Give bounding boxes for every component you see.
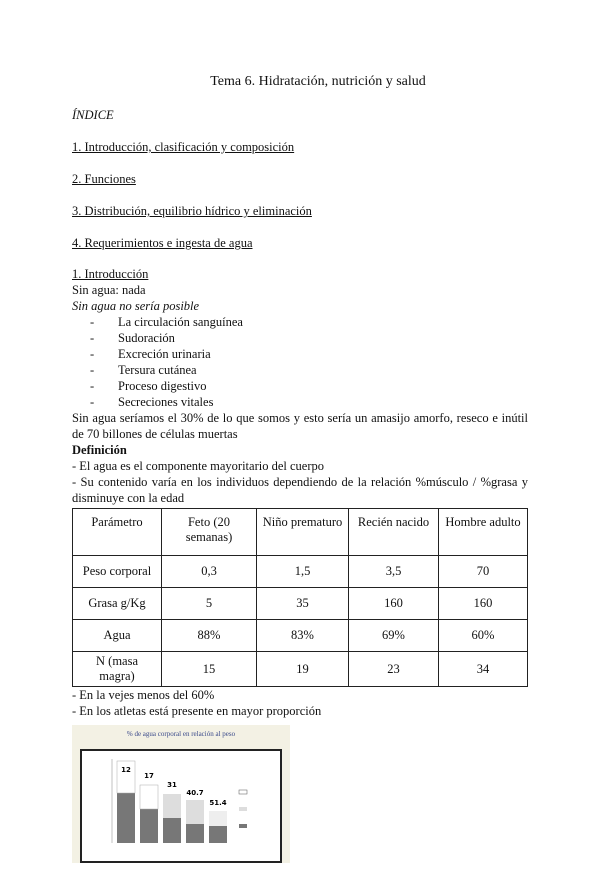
column-header: Recién nacido — [349, 509, 439, 556]
table-row — [73, 620, 528, 652]
table-row — [73, 588, 528, 620]
cell: 5 — [162, 588, 257, 620]
list-item: - La circulación sanguínea — [72, 314, 528, 330]
bullet-list — [72, 314, 528, 410]
cell: 1,5 — [257, 556, 349, 588]
section-heading: 1. Introducción — [72, 267, 149, 281]
definition-heading: Definición — [72, 443, 127, 457]
bar-segment — [186, 824, 204, 843]
bar-segment — [209, 826, 227, 843]
column-header: Hombre adulto — [439, 509, 528, 556]
paragraph: Sin agua seríamos el 30% de lo que somos y esto sería un amasijo amorfo, reseco e inútil de 70 billones de células muertas — [72, 411, 528, 441]
table-header-row — [73, 509, 528, 556]
notes — [72, 687, 528, 719]
bar-label: 40.7 — [186, 789, 204, 797]
index-heading: ÍNDICE — [72, 108, 114, 122]
cell: 88% — [162, 620, 257, 652]
list-item: - Excreción urinaria — [72, 346, 528, 362]
definition-point: - El agua es el componente mayoritario del cuerpo — [72, 459, 324, 473]
note-line: - En los atletas está presente en mayor proporción — [72, 704, 322, 718]
list-item: - Tersura cutánea — [72, 362, 528, 378]
italic-line: Sin agua no sería posible — [72, 299, 200, 313]
table-row — [73, 652, 528, 687]
figure-caption: % de agua corporal en relación al peso — [126, 730, 236, 738]
bar-label: 17 — [144, 772, 154, 780]
bar-segment — [140, 809, 158, 843]
cell: 19 — [257, 652, 349, 687]
cell: 160 — [349, 588, 439, 620]
bar-segment — [163, 818, 181, 843]
bar-label: 12 — [121, 766, 131, 774]
figure-image — [72, 739, 290, 863]
cell: 69% — [349, 620, 439, 652]
legend-swatch — [239, 807, 247, 811]
cell: Agua — [73, 620, 162, 652]
index-item-2[interactable]: 2. Funciones — [72, 172, 136, 186]
note-line: - En la vejes menos del 60% — [72, 688, 215, 702]
column-header: Parámetro — [73, 509, 162, 556]
list-item: - Sudoración — [72, 330, 528, 346]
cell: 83% — [257, 620, 349, 652]
data-table — [72, 508, 528, 687]
column-header: Feto (20 semanas) — [162, 509, 257, 556]
column-header: Niño prematuro — [257, 509, 349, 556]
legend-swatch — [239, 790, 247, 794]
cell: 70 — [439, 556, 528, 588]
body-water-figure — [72, 725, 290, 863]
cell: 3,5 — [349, 556, 439, 588]
cell: Peso corporal — [73, 556, 162, 588]
index-item-4[interactable]: 4. Requerimientos e ingesta de agua — [72, 236, 253, 250]
cell: 60% — [439, 620, 528, 652]
bar-segment — [140, 785, 158, 809]
cell: 160 — [439, 588, 528, 620]
bar-segment — [209, 811, 227, 826]
cell: 34 — [439, 652, 528, 687]
bar-label: 31 — [167, 781, 177, 789]
bar-segment — [117, 793, 135, 843]
cell: 23 — [349, 652, 439, 687]
bar-segment — [186, 800, 204, 824]
definition-point: - Su contenido varía en los individuos dependiendo de la relación %músculo / %grasa y disminuye con la edad — [72, 475, 528, 505]
cell: 15 — [162, 652, 257, 687]
text-line: Sin agua: nada — [72, 283, 146, 297]
index-item-1[interactable]: 1. Introducción, clasificación y composición — [72, 140, 295, 154]
cell: Grasa g/Kg — [73, 588, 162, 620]
cell: 0,3 — [162, 556, 257, 588]
cell: 35 — [257, 588, 349, 620]
section-introduccion — [72, 266, 528, 506]
bar-label: 51.4 — [209, 799, 227, 807]
document-title: Tema 6. Hidratación, nutrición y salud — [210, 74, 426, 89]
legend-swatch — [239, 824, 247, 828]
index-item-3[interactable]: 3. Distribución, equilibrio hídrico y eliminación — [72, 204, 312, 218]
list-item: - Secreciones vitales — [72, 394, 528, 410]
bar-segment — [163, 794, 181, 818]
cell: N (masa magra) — [73, 652, 162, 687]
list-item: - Proceso digestivo — [72, 378, 528, 394]
table-row — [73, 556, 528, 588]
